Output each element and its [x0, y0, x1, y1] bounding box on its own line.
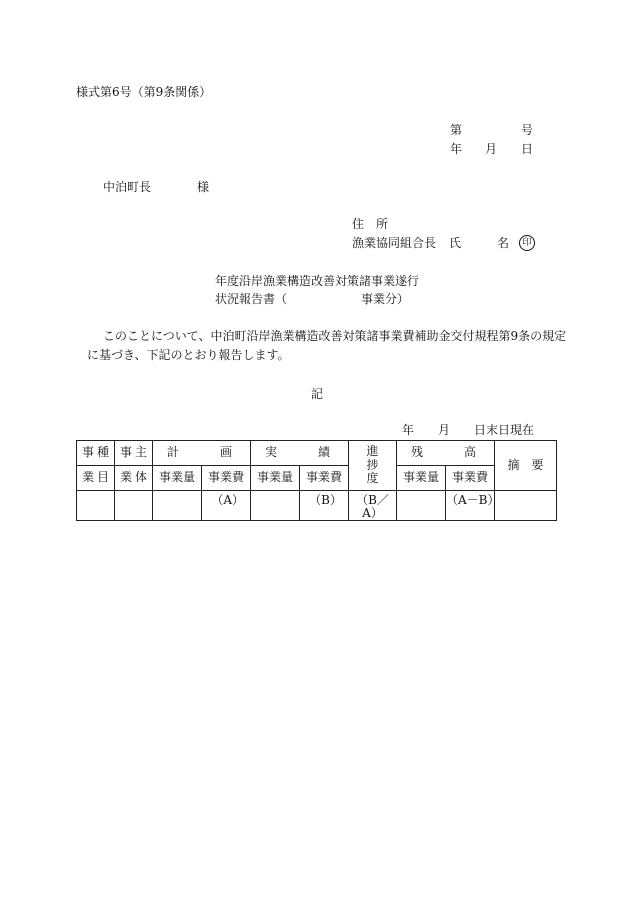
header-shinchokudo: 進 捗 度: [349, 441, 397, 491]
header-jigyo-shumoku-bottom: 業 目: [77, 466, 115, 491]
sender-org-label: 漁業協同組合長: [352, 236, 437, 250]
header-keikaku-jigyoryo: 事業量: [153, 466, 202, 491]
sender-address-label: 住 所: [352, 217, 389, 231]
header-jigyo-shumoku-top: 事 種: [77, 441, 115, 466]
asof-suffix: 日末日現在: [474, 423, 535, 437]
doc-number-go: 号: [521, 123, 534, 137]
cell-jigyo-shutai: [115, 491, 153, 521]
header-zandaka-jigyohi: 事業費: [446, 466, 495, 491]
form-id: 様式第6号（第9条関係）: [76, 85, 212, 99]
cell-jisseki-jigyohi: （B）: [300, 491, 349, 521]
header-jigyo-shutai-bottom: 業 体: [115, 466, 153, 491]
title-line2-prefix: 状況報告書（: [215, 292, 288, 306]
header-zandaka: 残 高: [397, 441, 495, 466]
cell-keikaku-jigyohi: （A）: [202, 491, 251, 521]
title-line1: 年度沿岸漁業構造改善対策諸事業遂行: [215, 274, 420, 288]
cell-shinchokudo: （B／A）: [349, 491, 397, 521]
doc-number-dai: 第: [450, 123, 463, 137]
body-line2: に基づき、下記のとおり報告します。: [87, 348, 290, 362]
report-table: [76, 440, 557, 521]
header-zandaka-jigyoryo: 事業量: [397, 466, 446, 491]
cell-zandaka-jigyoryo: [397, 491, 446, 521]
header-jisseki-jigyoryo: 事業量: [251, 466, 300, 491]
date-year: 年: [450, 142, 463, 156]
header-jisseki: 実 績: [251, 441, 349, 466]
asof-month: 月: [438, 423, 451, 437]
cell-zandaka-jigyohi: （A－B）: [446, 491, 495, 521]
sender-name-label-2: 名: [497, 236, 510, 250]
cell-jigyo-shumoku: [77, 491, 115, 521]
header-keikaku: 計 画: [153, 441, 251, 466]
cell-jisseki-jigyoryo: [251, 491, 300, 521]
date-day: 日: [521, 142, 534, 156]
body-line1: このことについて、中泊町沿岸漁業構造改善対策諸事業費補助金交付規程第9条の規定: [103, 329, 567, 343]
seal-mark: 印: [519, 235, 535, 251]
title-line2-suffix: 事業分）: [361, 292, 410, 306]
date-month: 月: [485, 142, 498, 156]
header-jigyo-shutai-top: 事 主: [115, 441, 153, 466]
addressee-name: 中泊町長: [103, 180, 152, 194]
header-jisseki-jigyohi: 事業費: [300, 466, 349, 491]
cell-keikaku-jigyoryo: [153, 491, 202, 521]
header-keikaku-jigyohi: 事業費: [202, 466, 251, 491]
addressee-honorific: 様: [197, 180, 210, 194]
asof-year: 年: [402, 423, 415, 437]
sender-name-label-1: 氏: [449, 236, 462, 250]
ki-label: 記: [311, 387, 324, 401]
cell-tekiyo: [495, 491, 557, 521]
header-tekiyo: 摘 要: [495, 441, 557, 491]
